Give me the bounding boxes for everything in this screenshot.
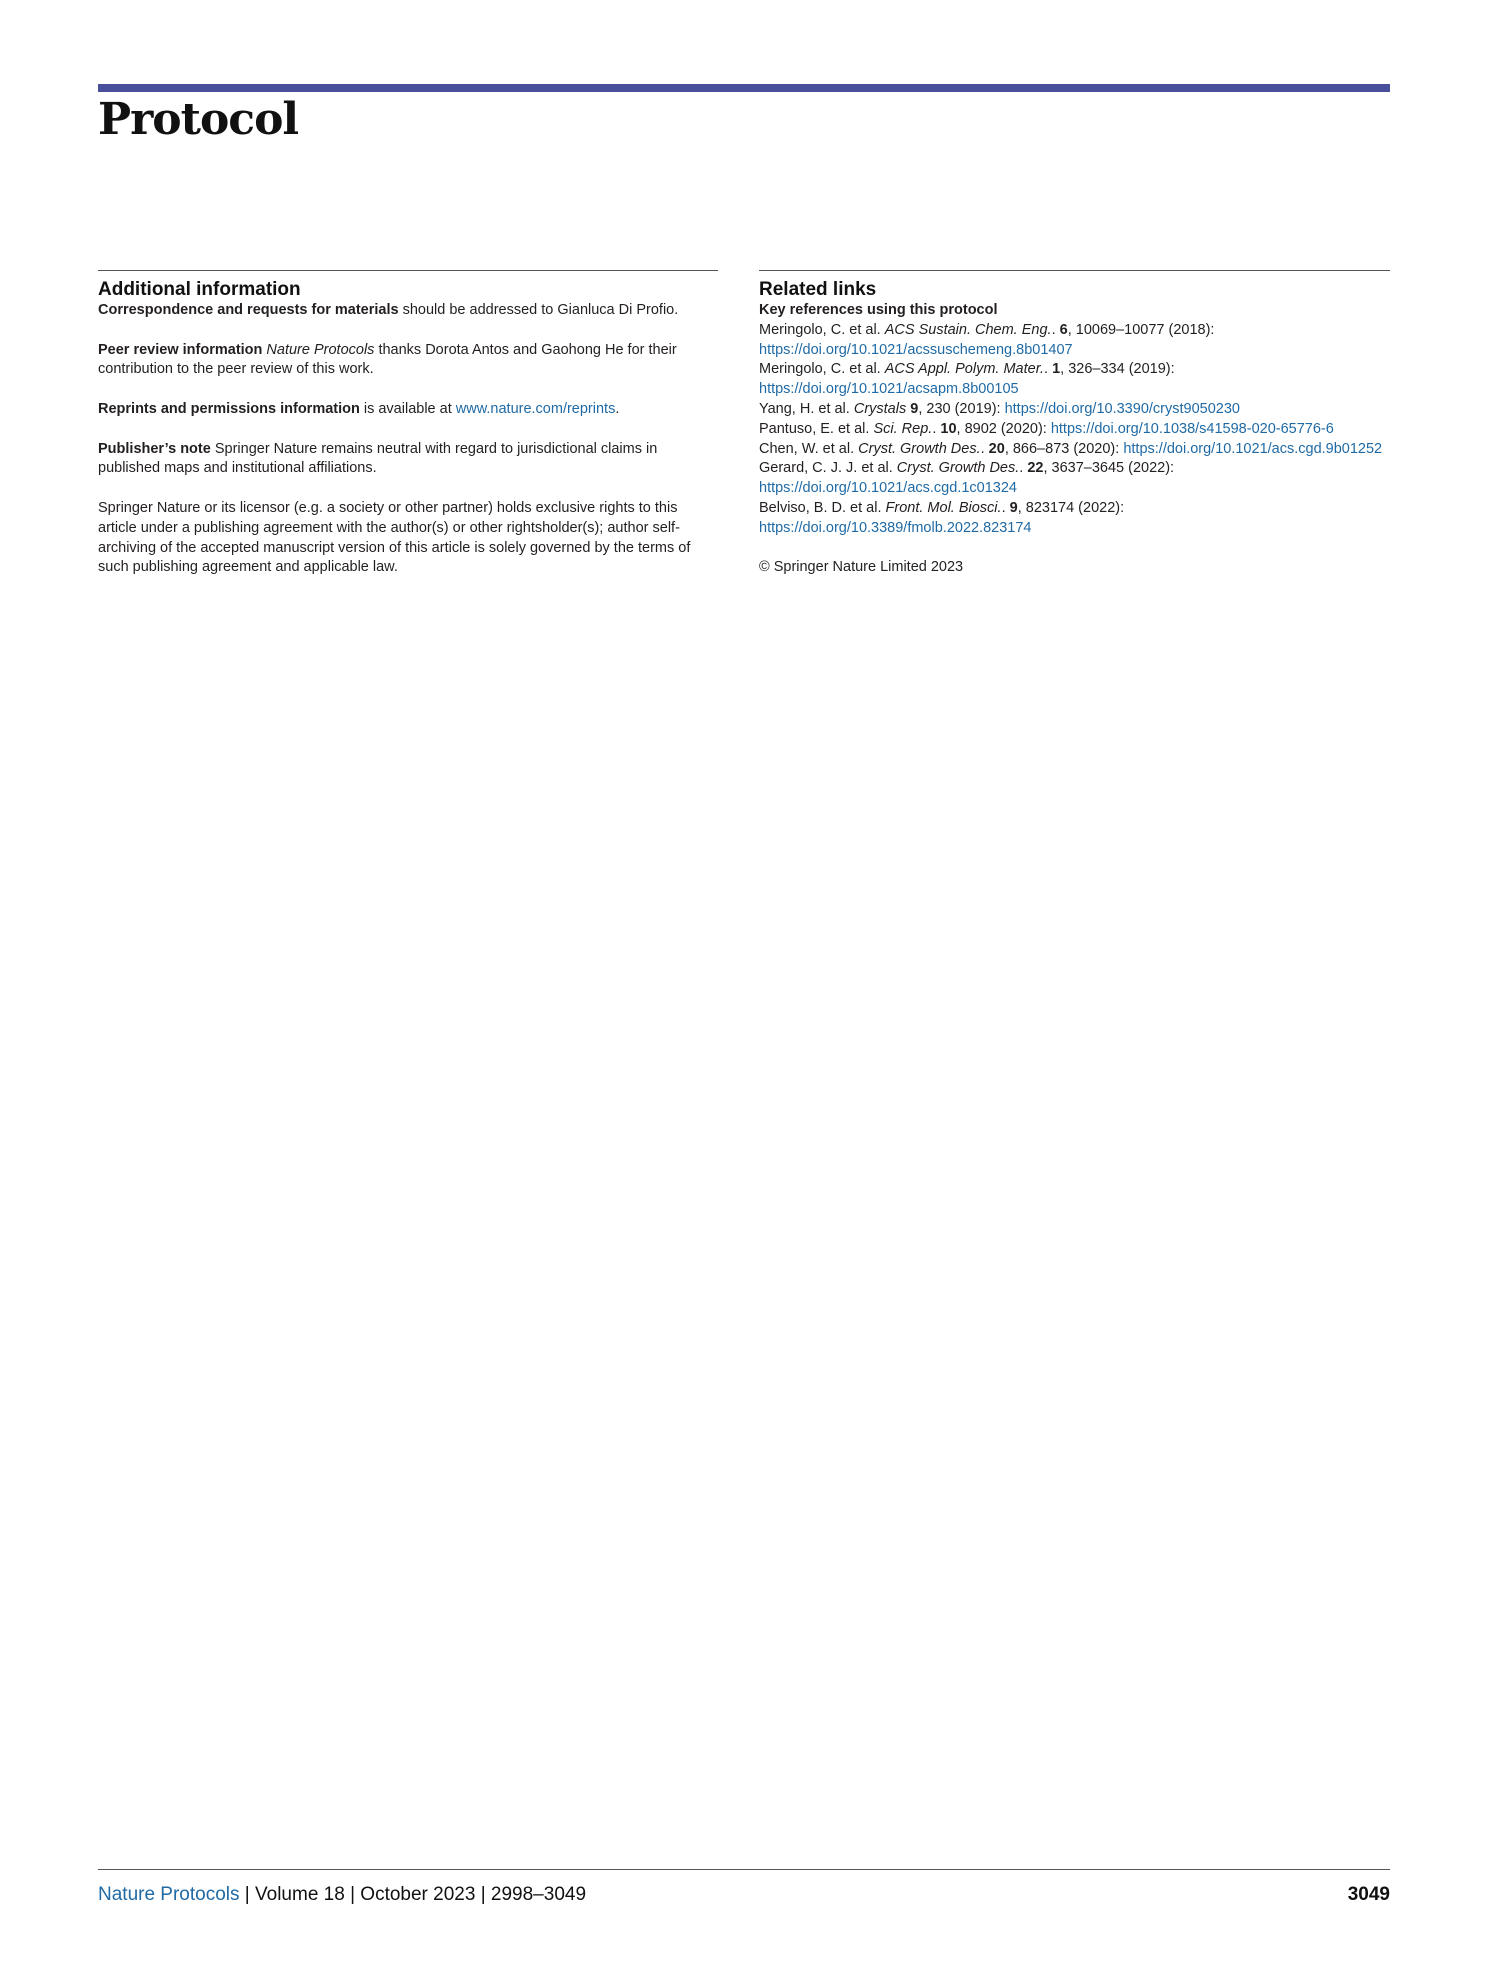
footer-citation: [98, 1884, 586, 1906]
reference-author: Meringolo, C. et al.: [759, 321, 885, 338]
peer-review-label: Peer review information: [98, 341, 263, 358]
footer-rule: [98, 1869, 1390, 1870]
reference-journal: Cryst. Growth Des.: [858, 440, 981, 457]
reference-volume: 22: [1027, 460, 1044, 477]
reference-item: [759, 459, 1399, 499]
reference-doi-link[interactable]: https://doi.org/10.3389/fmolb.2022.823174: [759, 519, 1032, 536]
reference-journal: ACS Sustain. Chem. Eng.: [884, 321, 1052, 338]
reference-author: Yang, H. et al.: [759, 400, 854, 417]
reference-volume: 10: [940, 420, 957, 437]
reference-doi-link[interactable]: https://doi.org/10.1021/acssuschemeng.8b01407: [759, 341, 1073, 358]
related-links-section: [759, 279, 1399, 598]
peer-review-journal: Nature Protocols: [266, 341, 375, 358]
reference-separator: .: [1044, 361, 1053, 378]
reference-pages-year: , 823174 (2022):: [1017, 499, 1125, 516]
footer-details: | Volume 18 | October 2023 | 2998–3049: [239, 1884, 587, 1905]
reference-doi-link[interactable]: https://doi.org/10.1021/acs.cgd.1c01324: [759, 480, 1017, 497]
left-section-rule: [98, 270, 718, 271]
reference-item: [759, 440, 1399, 460]
reference-journal: Cryst. Growth Des.: [896, 460, 1020, 477]
correspondence-text: should be addressed to Gianluca Di Profio.: [398, 302, 679, 318]
reference-volume: 9: [910, 400, 919, 417]
reference-author: Gerard, C. J. J. et al.: [759, 460, 897, 477]
reprints-paragraph: [98, 400, 718, 420]
reference-author: Chen, W. et al.: [759, 440, 859, 457]
copyright-notice: © Springer Nature Limited 2023: [759, 559, 964, 576]
reference-separator: .: [1019, 460, 1028, 477]
reference-pages-year: , 10069–10077 (2018):: [1067, 321, 1215, 338]
reference-separator: .: [980, 440, 989, 457]
reference-item: [759, 499, 1399, 539]
reference-separator: .: [1001, 499, 1010, 516]
correspondence-paragraph: [98, 301, 718, 321]
reference-doi-link[interactable]: https://doi.org/10.1021/acsapm.8b00105: [759, 381, 1019, 398]
reference-item: [759, 321, 1399, 361]
reference-doi-link[interactable]: https://doi.org/10.3390/cryst9050230: [1004, 400, 1240, 417]
section-heading: Related links: [759, 279, 877, 300]
page-number: 3049: [1347, 1884, 1390, 1905]
reference-volume: 20: [988, 440, 1005, 457]
page-title: Protocol: [98, 94, 299, 145]
reference-separator: .: [1051, 321, 1060, 338]
reference-pages-year: , 230 (2019):: [918, 400, 1005, 417]
key-references-subheading: Key references using this protocol: [759, 302, 998, 318]
additional-information-section: [98, 279, 718, 598]
reference-list: [759, 321, 1399, 539]
publisher-note-label: Publisher’s note: [98, 440, 211, 457]
reference-journal: ACS Appl. Polym. Mater.: [884, 361, 1045, 378]
section-heading: Additional information: [98, 279, 301, 300]
reference-journal: Crystals: [853, 400, 907, 417]
reference-pages-year: , 866–873 (2020):: [1004, 440, 1124, 457]
reference-pages-year: , 3637–3645 (2022):: [1043, 460, 1175, 477]
reference-author: Pantuso, E. et al.: [759, 420, 874, 437]
reprints-end: .: [615, 400, 620, 417]
reprints-link[interactable]: www.nature.com/reprints: [455, 400, 616, 417]
reference-journal: Front. Mol. Biosci.: [885, 499, 1002, 516]
reference-author: Meringolo, C. et al.: [759, 361, 885, 378]
reference-author: Belviso, B. D. et al.: [759, 499, 886, 516]
reference-item: [759, 400, 1399, 420]
peer-review-text: thanks Dorota Antos and Gaohong He for their contribution to the peer review of this work.: [98, 341, 677, 378]
reference-doi-link[interactable]: https://doi.org/10.1038/s41598-020-65776-6: [1050, 420, 1334, 437]
reference-volume: 1: [1052, 361, 1061, 378]
reference-item: [759, 420, 1399, 440]
reference-journal: Sci. Rep.: [873, 420, 933, 437]
licensor-paragraph: Springer Nature or its licensor (e.g. a society or other partner) holds exclusive rights to this article under a publishing agreement with the author(s) or other rightsholder(s); author self-archiving of the accepted manuscript version of this article is solely governed by the terms of such publishing agreement and applicable law.: [98, 499, 691, 576]
reference-volume: 6: [1059, 321, 1068, 338]
header-bar: [98, 84, 1390, 92]
reference-separator: .: [932, 420, 941, 437]
publisher-note-text: Springer Nature remains neutral with regard to jurisdictional claims in published maps and institutional affiliations.: [98, 440, 658, 477]
reference-pages-year: , 326–334 (2019):: [1060, 361, 1175, 378]
reference-volume: 9: [1009, 499, 1018, 516]
publisher-note-paragraph: [98, 440, 718, 480]
reprints-text: is available at: [359, 400, 456, 417]
reference-item: [759, 360, 1399, 400]
reprints-label: Reprints and permissions information: [98, 400, 360, 417]
footer-journal-link[interactable]: Nature Protocols: [98, 1884, 240, 1905]
reference-pages-year: , 8902 (2020):: [956, 420, 1051, 437]
reference-doi-link[interactable]: https://doi.org/10.1021/acs.cgd.9b01252: [1123, 440, 1383, 457]
peer-review-paragraph: [98, 341, 718, 381]
correspondence-label: Correspondence and requests for materials: [98, 302, 399, 318]
right-section-rule: [759, 270, 1390, 271]
